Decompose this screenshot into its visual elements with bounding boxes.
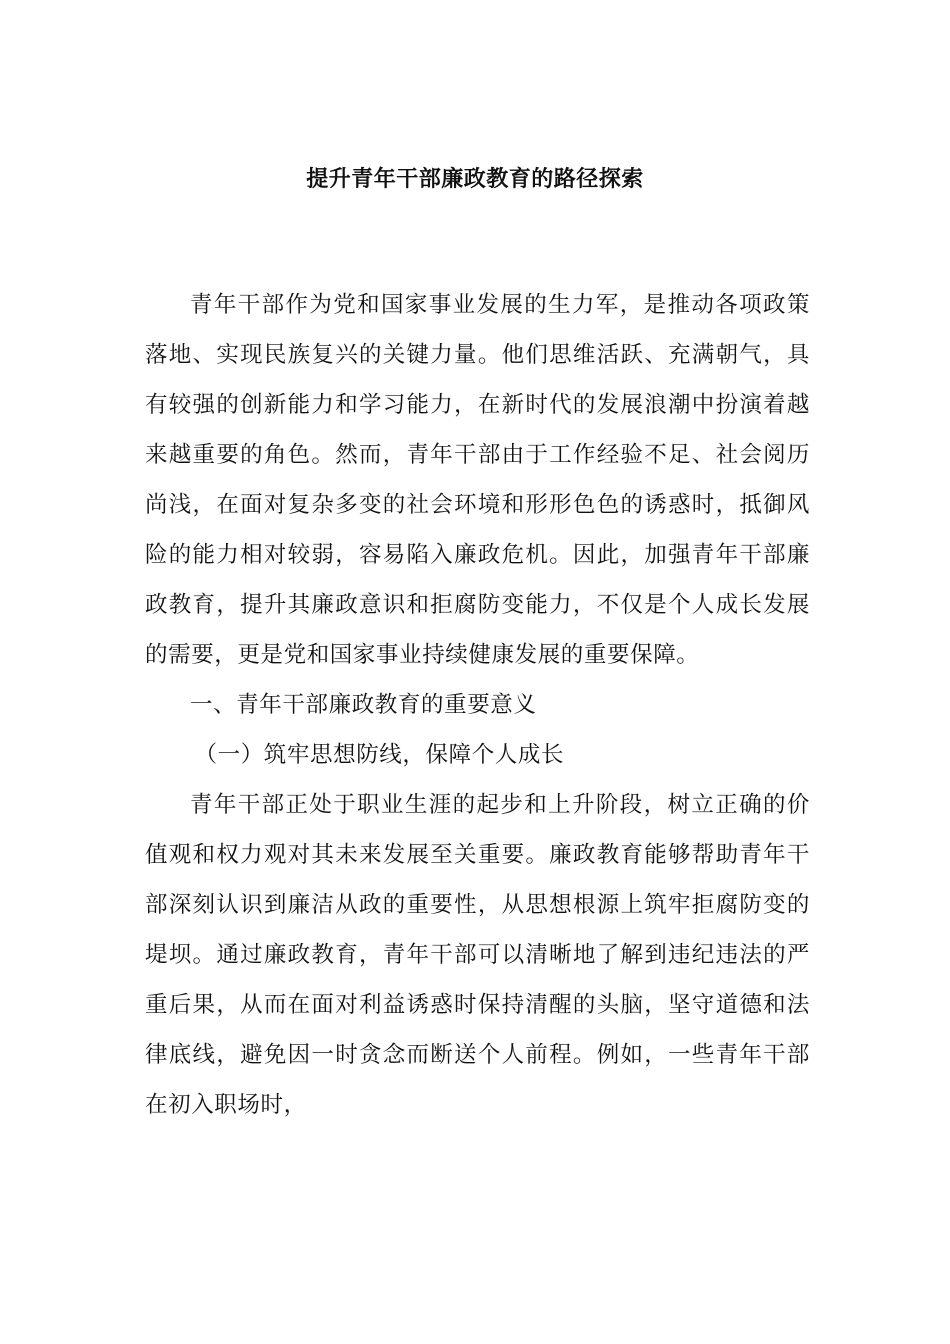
document-title: 提升青年干部廉政教育的路径探索 (306, 167, 644, 192)
document-body (145, 280, 810, 1130)
intro-paragraph: 青年干部作为党和国家事业发展的生力军，是推动各项政策落地、实现民族复兴的关键力量。他们思维活跃、充满朝气，具有较强的创新能力和学习能力，在新时代的发展浪潮中扮演着越来越重要的角色。然而，青年干部由于工作经验不足、社会阅历尚浅，在面对复杂多变的社会环境和形形色色的诱惑时，抵御风险的能力相对较弱，容易陷入廉政危机。因此，加强青年干部廉政教育，提升其廉政意识和拒腐防变能力，不仅是个人成长发展的需要，更是党和国家事业持续健康发展的重要保障。 (145, 292, 810, 668)
section-heading: 一、青年干部廉政教育的重要意义 (190, 692, 537, 718)
subsection-heading: （一）筑牢思想防线，保障个人成长 (194, 742, 565, 768)
subsection-paragraph: 青年干部正处于职业生涯的起步和上升阶段，树立正确的价值观和权力观对其未来发展至关重要。廉政教育能够帮助青年干部深刻认识到廉洁从政的重要性，从思想根源上筑牢拒腐防变的堤坝。通过廉政教育，青年干部可以清晰地了解到违纪违法的严重后果，从而在面对利益诱惑时保持清醒的头脑，坚守道德和法律底线，避免因一时贪念而断送个人前程。例如，一些青年干部在初入职场时， (145, 792, 810, 1118)
